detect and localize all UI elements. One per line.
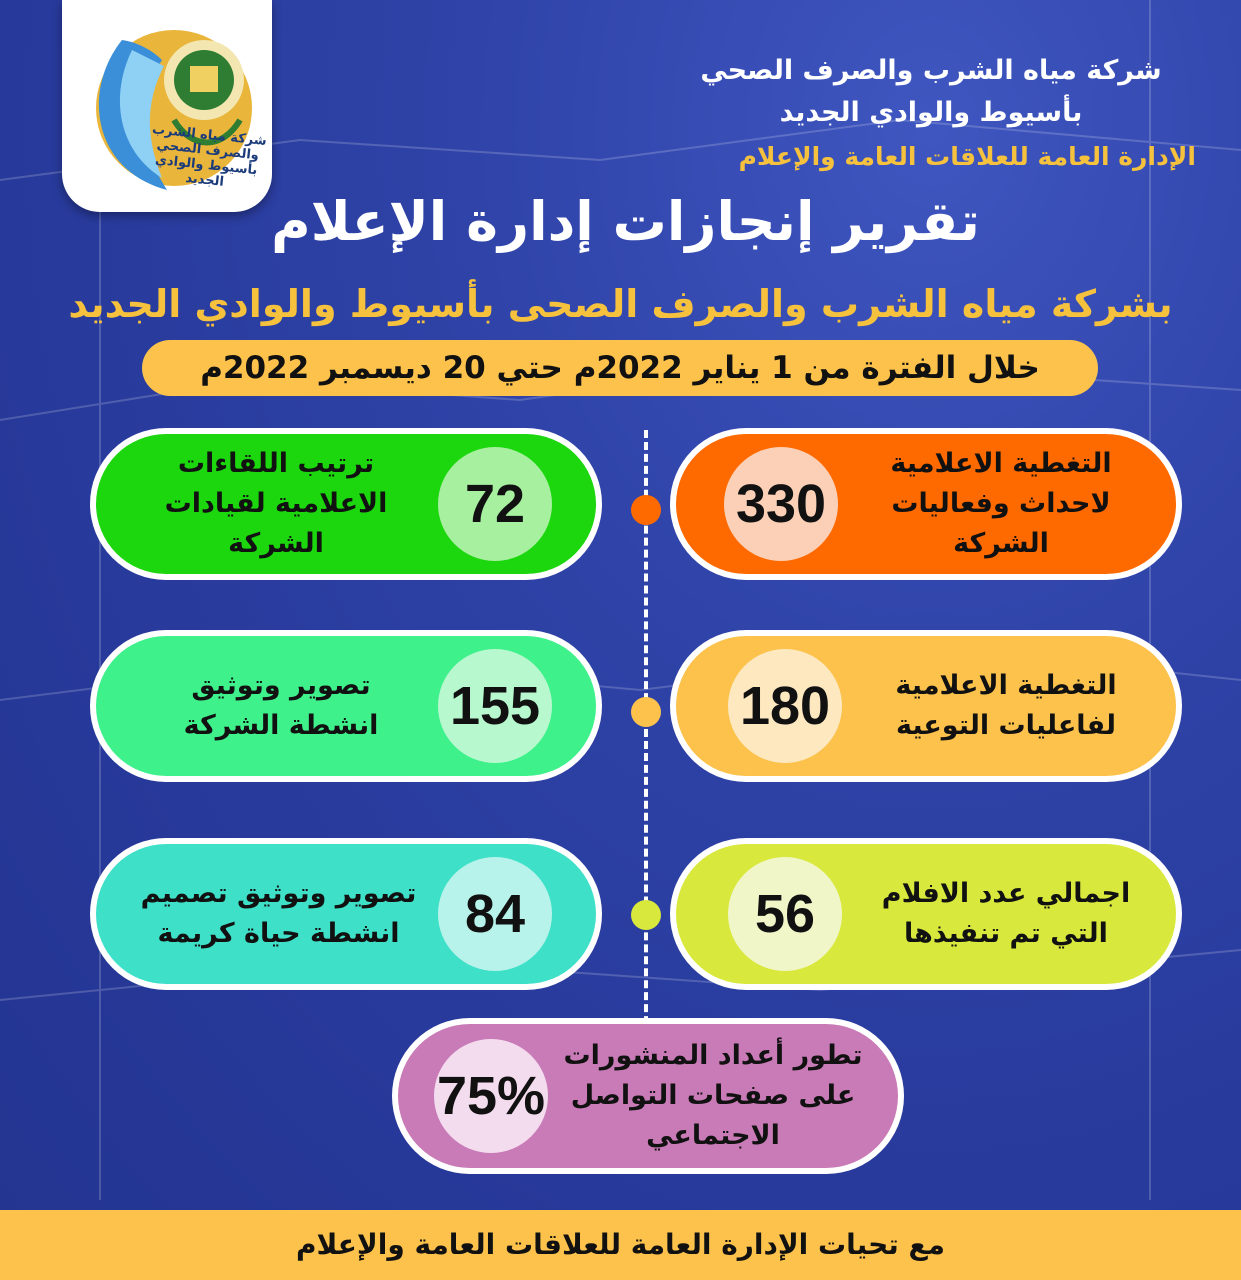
stat-label-line: اجمالي عدد الافلام bbox=[881, 878, 1131, 909]
stat-value: 330 bbox=[724, 447, 838, 561]
stat-label-line: الاعلامية لقيادات bbox=[164, 488, 388, 519]
stat-value: 155 bbox=[438, 649, 552, 763]
footer-banner: مع تحيات الإدارة العامة للعلاقات العامة والإعلام bbox=[0, 1210, 1241, 1280]
stat-card-awareness-coverage bbox=[670, 630, 1182, 782]
stat-label-line: على صفحات التواصل bbox=[570, 1080, 856, 1111]
stat-value: 84 bbox=[438, 857, 552, 971]
stat-label-line: ترتيب اللقاءات bbox=[177, 448, 375, 479]
stat-card-fill bbox=[96, 844, 596, 984]
stat-label-line: انشطة حياة كريمة bbox=[157, 918, 400, 949]
stat-label bbox=[126, 636, 436, 776]
stat-card-decent-life bbox=[90, 838, 602, 990]
company-name-line1: شركة مياه الشرب والصرف الصحي bbox=[700, 55, 1162, 86]
stat-card-leader-interviews bbox=[90, 428, 602, 580]
stat-label-line: الشركة bbox=[953, 528, 1049, 559]
company-logo bbox=[62, 0, 272, 212]
stat-label-line: الاجتماعي bbox=[646, 1120, 780, 1151]
stat-value: 56 bbox=[728, 857, 842, 971]
stat-card-fill bbox=[676, 636, 1176, 776]
stat-card-activities-photography bbox=[90, 630, 602, 782]
stat-label bbox=[846, 434, 1156, 574]
timeline-dot bbox=[631, 900, 661, 930]
stat-label-line: التغطية الاعلامية bbox=[890, 448, 1112, 479]
stat-label bbox=[548, 1024, 878, 1168]
stat-label bbox=[856, 636, 1156, 776]
stat-value: 72 bbox=[438, 447, 552, 561]
stat-label bbox=[851, 844, 1161, 984]
stat-card-fill bbox=[398, 1024, 898, 1168]
stat-value: 180 bbox=[728, 649, 842, 763]
timeline-dot bbox=[631, 697, 661, 727]
stat-card-social-posts bbox=[392, 1018, 904, 1174]
stat-label-line: تطور أعداد المنشورات bbox=[563, 1040, 863, 1071]
stat-value: 75% bbox=[434, 1039, 548, 1153]
stat-card-fill bbox=[96, 636, 596, 776]
stat-label-line: لفاعليات التوعية bbox=[895, 710, 1117, 741]
stat-card-fill bbox=[676, 434, 1176, 574]
period-banner: خلال الفترة من 1 يناير 2022م حتي 20 ديسمبر 2022م bbox=[142, 340, 1098, 396]
stat-label-line: تصوير وتوثيق تصميم bbox=[140, 878, 417, 909]
stat-label bbox=[116, 434, 436, 574]
stat-label-line: انشطة الشركة bbox=[183, 710, 379, 741]
stat-card-fill bbox=[96, 434, 596, 574]
stat-label-line: لاحداث وفعاليات bbox=[891, 488, 1111, 519]
stat-label-line: التي تم تنفيذها bbox=[904, 918, 1108, 949]
stat-label-line: تصوير وتوثيق bbox=[191, 670, 371, 701]
timeline-dot bbox=[631, 495, 661, 525]
page-subtitle: بشركة مياه الشرب والصرف الصحى بأسيوط والوادي الجديد bbox=[68, 282, 1173, 326]
company-name-line2: بأسيوط والوادي الجديد bbox=[779, 97, 1083, 128]
logo-caption: شركة مياه الشرب والصرف الصحي بأسيوط والوادي الجديد bbox=[151, 122, 268, 190]
stat-label-line: الشركة bbox=[228, 528, 324, 559]
page-title: تقرير إنجازات إدارة الإعلام bbox=[271, 190, 980, 253]
department-name: الإدارة العامة للعلاقات العامة والإعلام bbox=[738, 142, 1196, 171]
company-name bbox=[671, 50, 1191, 134]
stat-card-films-total bbox=[670, 838, 1182, 990]
stat-label bbox=[116, 844, 441, 984]
stat-card-events-coverage bbox=[670, 428, 1182, 580]
stat-card-fill bbox=[676, 844, 1176, 984]
stat-label-line: التغطية الاعلامية bbox=[895, 670, 1117, 701]
